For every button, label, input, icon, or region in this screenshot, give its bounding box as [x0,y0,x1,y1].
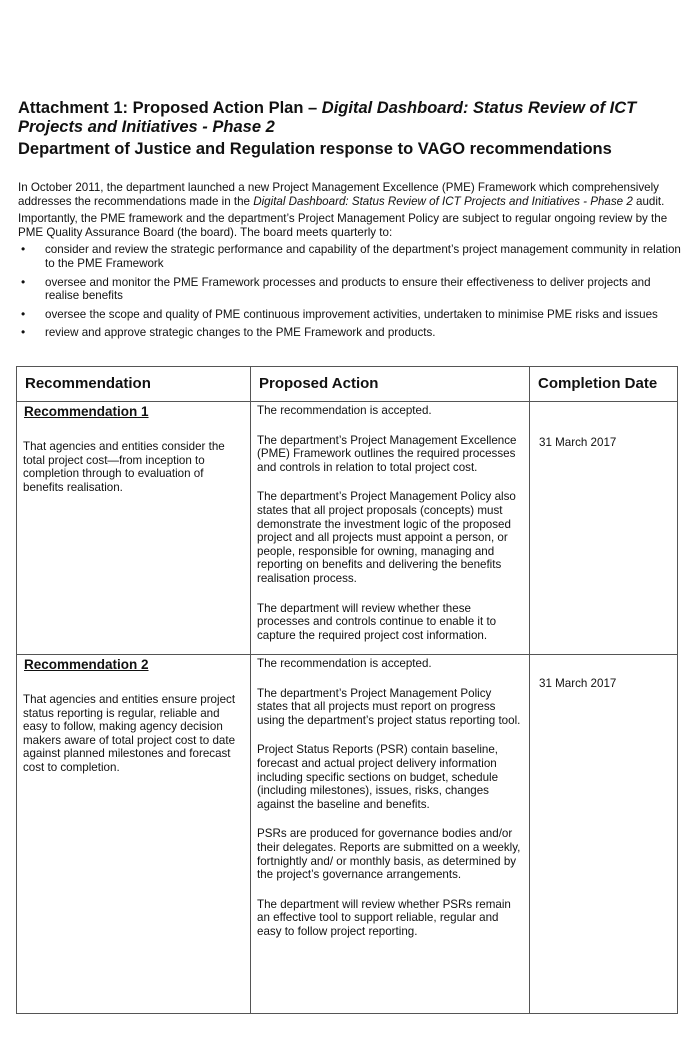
recommendation-cell [17,402,251,655]
header-proposed-action: Proposed Action [251,367,530,402]
intro-p1-italic: Digital Dashboard: Status Review of ICT Projects and Initiatives - Phase 2 [253,194,633,208]
action-paragraph: The department’s Project Management Policy states that all projects must report on progress using the department’s project status reporting tool. [257,686,521,727]
action-plan-table [16,366,678,1014]
intro-section [18,181,686,345]
list-item: • oversee the scope and quality of PME continuous improvement activities, undertaken to minimise PME risks and issues [18,308,686,322]
proposed-action-cell [251,402,530,655]
list-item: • oversee and monitor the PME Framework processes and products to ensure their effectiveness to deliver projects and realise benefits [18,276,686,303]
table-row [17,655,678,1014]
document-title [18,99,678,137]
recommendation-title: Recommendation 2 [24,657,149,672]
board-duties-list [18,243,686,340]
action-paragraph: PSRs are produced for governance bodies and/or their delegates. Reports are submitted on a weekly, fortnightly and/ or monthly basis, as determined by the project’s governance arrangements. [257,827,521,882]
recommendation-text: That agencies and entities consider the total project cost—from inception to completion through to evaluation of benefits realisation. [23,440,225,494]
intro-p1-end: audit. [632,194,665,208]
action-paragraph: The recommendation is accepted. [257,404,432,417]
completion-date: 31 March 2017 [539,436,617,449]
completion-date-cell [530,402,678,655]
recommendation-cell [17,655,251,1014]
action-paragraph: The department’s Project Management Excellence (PME) Framework outlines the required processes and controls in relation to total project cost. [257,433,517,474]
list-item: • review and approve strategic changes to the PME Framework and products. [18,326,686,340]
action-paragraph: The department will review whether PSRs remain an effective tool to support reliable, regular and easy to follow project reporting. [257,897,511,938]
action-paragraph: The recommendation is accepted. [257,657,432,670]
recommendation-title: Recommendation 1 [24,404,149,419]
intro-p1-text: In October 2011, the department launched a new Project Management Excellence (PME) Framework which comprehensively addresses the recommendations made in the [18,181,659,208]
proposed-action-cell [251,655,530,1014]
intro-paragraph-2: Importantly, the PME framework and the department’s Project Management Policy are subject to regular ongoing review by the PME Quality Assurance Board (the board). The board meets quarterly to: [18,212,668,239]
completion-date-cell [530,655,678,1014]
action-paragraph: Project Status Reports (PSR) contain baseline, forecast and actual project delivery information including specific sections on budget, schedule (including milestones), issues, risks, changes against the baseline and benefits. [257,743,499,811]
recommendation-text: That agencies and entities ensure project status reporting is regular, reliable and easy to follow, making agency decision makers aware of total project cost to date against planned milestones and forecast cost to completion. [23,693,236,774]
intro-paragraph-1 [18,181,686,208]
table-header-row [17,367,678,402]
document-subtitle: Department of Justice and Regulation response to VAGO recommendations [18,140,612,158]
title-prefix: Attachment 1: Proposed Action Plan – [18,99,322,117]
list-item: • consider and review the strategic performance and capability of the department’s project management community in relation to the PME Framework [18,243,686,270]
action-paragraph: The department’s Project Management Policy also states that all project proposals (concepts) must demonstrate the investment logic of the proposed project and all projects must appoint a person, or people, responsible for owning, managing and reporting on benefits and delivering the benefits realisation process. [257,490,516,585]
completion-date: 31 March 2017 [539,677,617,690]
table-row [17,402,678,655]
header-recommendation: Recommendation [17,367,251,402]
action-paragraph: The department will review whether these processes and controls continue to enable it to capture the required project cost information. [257,601,497,642]
title-italic: Digital Dashboard: Status Review of ICT Projects and Initiatives - Phase 2 [18,99,637,136]
header-completion-date: Completion Date [530,367,678,402]
